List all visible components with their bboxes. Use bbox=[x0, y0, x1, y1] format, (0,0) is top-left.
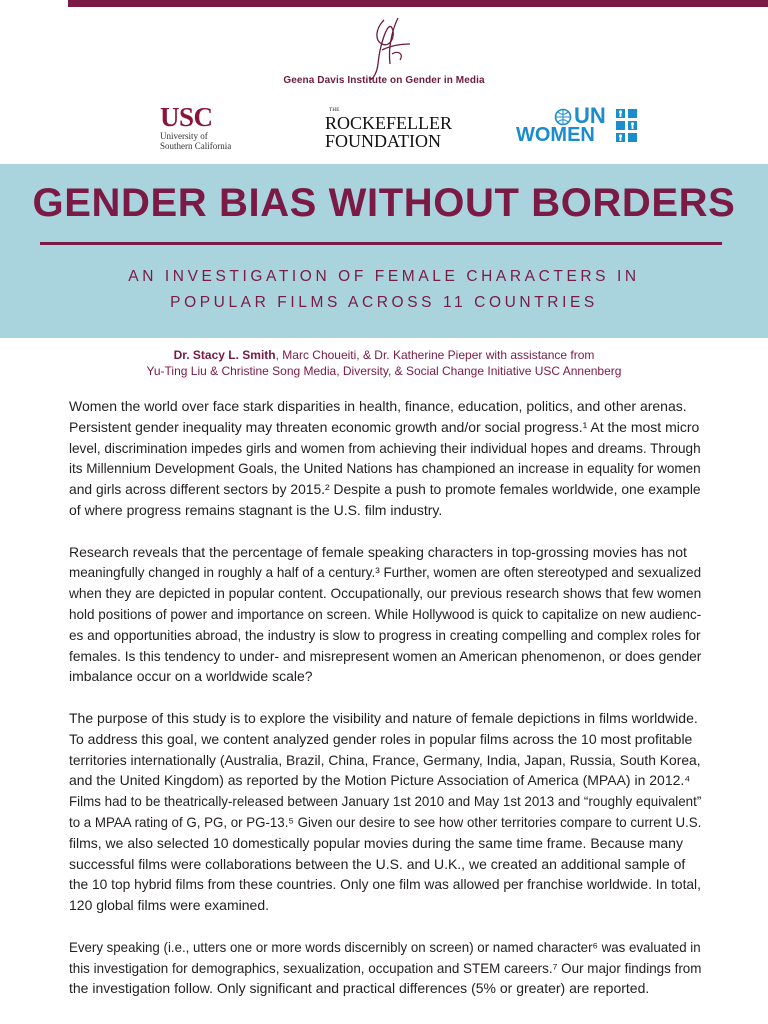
usc-line2: Southern California bbox=[160, 140, 232, 151]
text-line: Persistent gender inequality may threaten economic growth and/or social progress.¹ At the most micro bbox=[69, 418, 700, 435]
text-line: of where progress remains stagnant is the U.S. film industry. bbox=[69, 501, 443, 518]
usc-line1: University of bbox=[160, 131, 208, 141]
text-line: and the United Kingdom) as reported by the Motion Picture Association of America (MPAA) in 2012.⁴ bbox=[69, 772, 691, 789]
authors-line2: Yu-Ting Liu & Christine Song Media, Diversity, & Social Change Initiative USC Annenberg bbox=[146, 364, 622, 378]
text-line: the 10 top hybrid films from these countries. Only one film was allowed per franchise worldwide. In total, bbox=[69, 876, 701, 893]
rockefeller-line1: ROCKEFELLER bbox=[325, 113, 453, 133]
paragraph-4 bbox=[69, 937, 702, 999]
institute-name: Geena Davis Institute on Gender in Media bbox=[283, 75, 485, 86]
paragraph-1 bbox=[69, 396, 699, 521]
text-line: Research reveals that the percentage of female speaking characters in top-grossing movies has not bbox=[69, 543, 687, 560]
text-line: films, we also selected 10 domestically popular movies during the same time frame. Because many bbox=[69, 834, 683, 851]
text-line: imbalance occur on a worldwide scale? bbox=[69, 668, 313, 685]
lead-author: Dr. Stacy L. Smith bbox=[173, 348, 276, 362]
authors-line1 bbox=[0, 347, 768, 363]
rockefeller-foundation-logo bbox=[325, 110, 452, 150]
text-line: to a MPAA rating of G, PG, or PG-13.⁵ Given our desire to see how other territories compare to current U.S. bbox=[69, 813, 702, 830]
body-text bbox=[69, 396, 702, 1020]
un-women-figure-icon bbox=[615, 108, 639, 144]
paragraph-2 bbox=[69, 542, 702, 688]
authors-block bbox=[0, 347, 768, 379]
usc-logo bbox=[160, 104, 231, 151]
paragraph-3 bbox=[69, 708, 702, 916]
text-line: es and opportunities abroad, the industry is slow to progress in creating compelling and complex roles for bbox=[69, 626, 701, 643]
rockefeller-the: THE bbox=[329, 108, 340, 113]
text-line: To address this goal, we content analyzed gender roles in popular films across the 10 most profitable bbox=[69, 730, 693, 747]
text-line: level, discrimination impedes girls and women from achieving their individual hopes and dreams. Through bbox=[69, 439, 701, 456]
text-line: its Millennium Development Goals, the United Nations has championed an increase in equality for women bbox=[69, 460, 701, 477]
text-line: Every speaking (i.e., utters one or more words discernibly on screen) or named character⁶ was evaluated in bbox=[69, 938, 701, 955]
usc-mark: USC bbox=[160, 102, 213, 132]
un-text: UN bbox=[574, 103, 606, 128]
text-line: territories internationally (Australia, Brazil, China, France, Germany, India, Japan, Russia, South Korea, bbox=[69, 751, 701, 768]
text-line: the investigation follow. Only significant and practical differences (5% or greater) are reported. bbox=[69, 980, 650, 997]
text-line: and girls across different sectors by 2015.² Despite a push to promote females worldwide, one example bbox=[69, 481, 701, 498]
geena-davis-signature-logo bbox=[352, 14, 422, 82]
subtitle-line2: POPULAR FILMS ACROSS 11 COUNTRIES bbox=[170, 294, 598, 311]
co-authors: , Marc Choueiti, & Dr. Katherine Pieper with assistance from bbox=[275, 348, 595, 362]
text-line: females. Is this tendency to under- and misrepresent women an American phenomenon, or does gender bbox=[69, 647, 702, 664]
text-line: Women the world over face stark disparities in health, finance, education, politics, and other arenas. bbox=[69, 398, 687, 414]
women-text: WOMEN bbox=[516, 124, 595, 146]
text-line: this investigation for demographics, sexualization, occupation and STEM careers.⁷ Our major findings from bbox=[69, 959, 702, 976]
text-line: meaningfully changed in roughly a half of a century.³ Further, women are often stereotyped and sexualized bbox=[69, 564, 702, 581]
subtitle-line1: AN INVESTIGATION OF FEMALE CHARACTERS IN bbox=[128, 268, 640, 285]
text-line: The purpose of this study is to explore the visibility and nature of female depictions in films worldwide. bbox=[69, 709, 698, 726]
title-divider bbox=[40, 242, 722, 245]
text-line: Films had to be theatrically-released between January 1st 2010 and May 1st 2013 and “roughly equivalent” bbox=[69, 793, 702, 810]
text-line: hold positions of power and importance on screen. While Hollywood is quick to capitalize on new audienc- bbox=[69, 605, 702, 622]
text-line: when they are depicted in popular content. Occupationally, our previous research shows that few women bbox=[69, 585, 702, 602]
text-line: successful films were collaborations between the U.S. and U.K., we created an additional sample of bbox=[69, 855, 686, 872]
text-line: 120 global films were examined. bbox=[69, 897, 269, 914]
rockefeller-line2: FOUNDATION bbox=[325, 131, 441, 151]
top-accent-bar bbox=[68, 0, 768, 7]
document-title: GENDER BIAS WITHOUT BORDERS bbox=[32, 181, 736, 225]
